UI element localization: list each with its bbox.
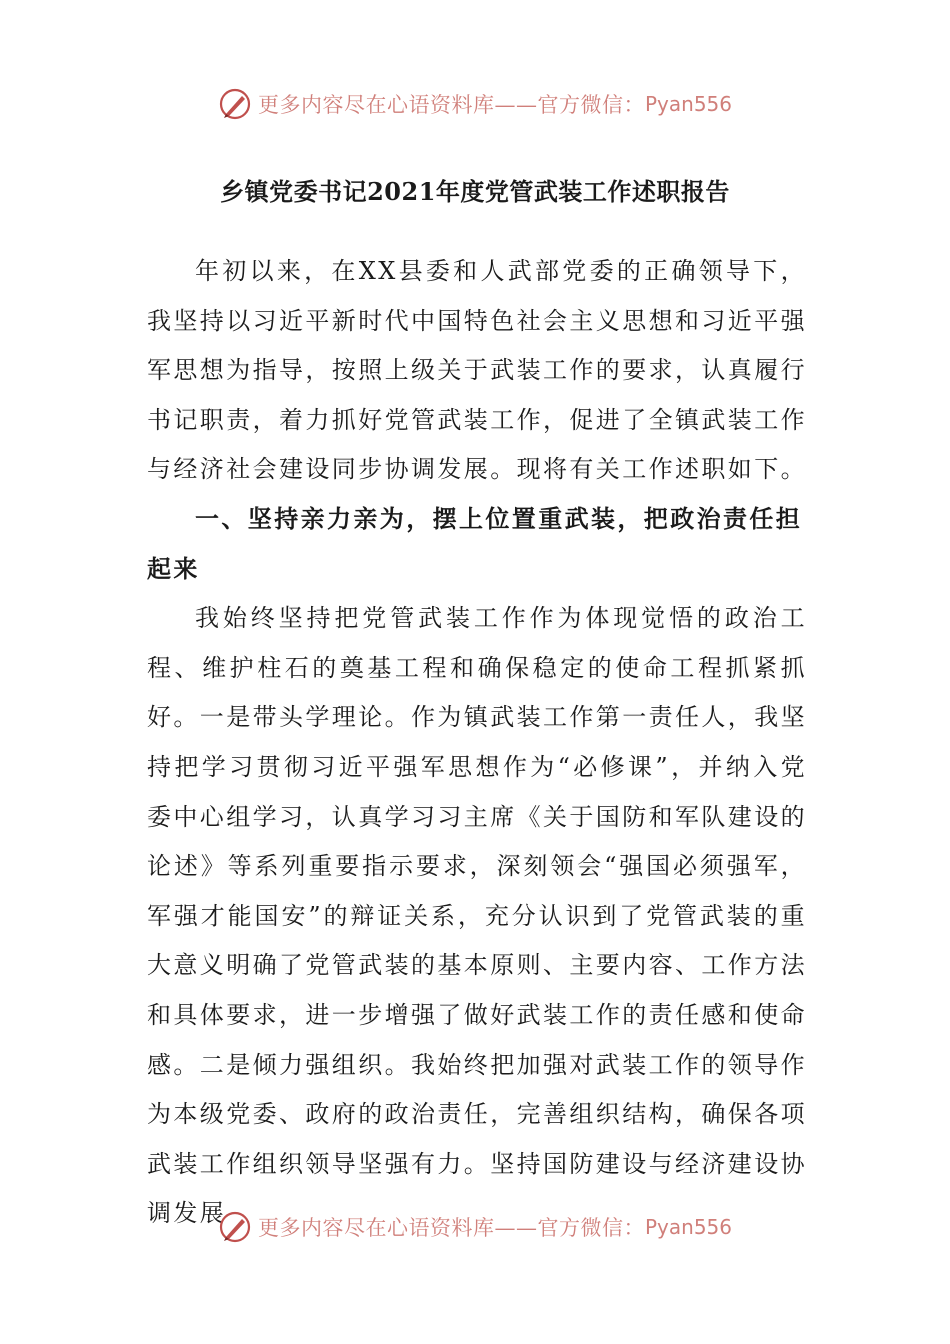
pen-logo-icon <box>218 87 252 121</box>
watermark-footer <box>0 1205 950 1249</box>
watermark-text: 更多内容尽在心语资料库——官方微信： <box>257 1216 645 1240</box>
watermark-header <box>0 82 950 126</box>
section-1-heading: 一、坚持亲力亲为，摆上位置重武装，把政治责任担起来 <box>147 504 803 583</box>
pen-logo-icon <box>218 1210 252 1244</box>
section-1-paragraph: 我始终坚持把党管武装工作作为体现觉悟的政治工程、维护柱石的奠基工程和确保稳定的使命工程抓紧抓好。一是带头学理论。作为镇武装工作第一责任人，我坚持把学习贯彻习近平强军思想作为“必修课”，并纳入党委中心组学习，认真学习习主席《关于国防和军队建设的论述》等系列重要指示要求，深刻领会“强国必须强军，军强才能国安”的辩证关系，充分认识到了党管武装的重大意义明确了党管武装的基本原则、主要内容、工作方法和具体要求，进一步增强了做好武装工作的责任感和使命感。二是倾力强组织。我始终把加强对武装工作的领导作为本级党委、政府的政治责任，完善组织结构，确保各项武装工作组织领导坚强有力。坚持国防建设与经济建设协调发展 <box>147 604 807 1228</box>
watermark-wechat-id: Pyan556 <box>644 1215 732 1239</box>
watermark-text: 更多内容尽在心语资料库——官方微信： <box>257 93 645 117</box>
intro-paragraph: 年初以来，在XX县委和人武部党委的正确领导下，我坚持以习近平新时代中国特色社会主义思想和习近平强军思想为指导，按照上级关于武装工作的要求，认真履行书记职责，着力抓好党管武装工作，促进了全镇武装工作与经济社会建设同步协调发展。现将有关工作述职如下。 <box>147 257 807 484</box>
document-body <box>147 247 807 1239</box>
watermark-wechat-id: Pyan556 <box>644 92 732 116</box>
document-title: 乡镇党委书记2021年度党管武装工作述职报告 <box>220 177 730 206</box>
